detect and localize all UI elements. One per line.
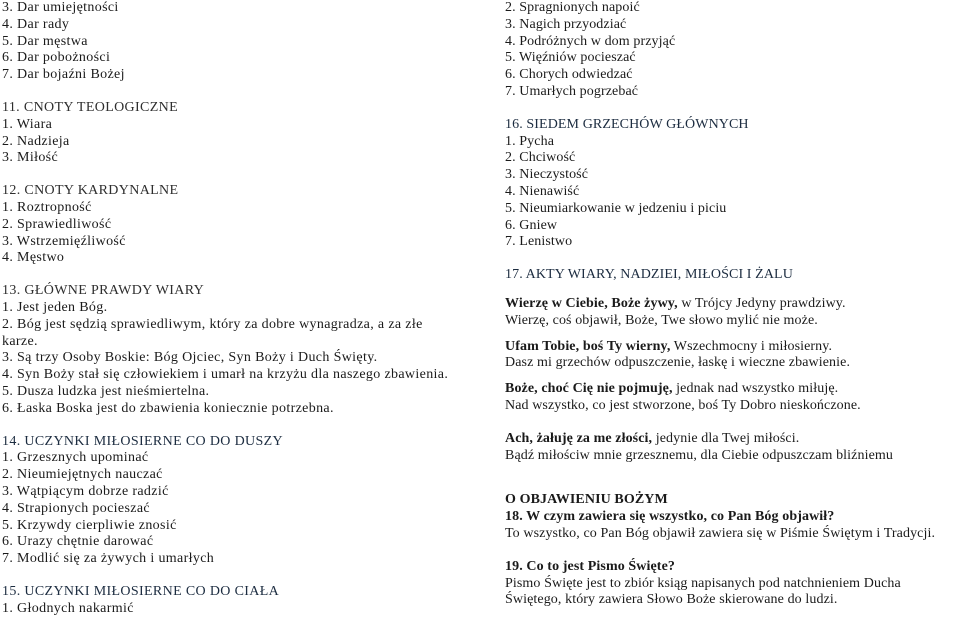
left-column [2, 0, 477, 618]
mercy-body-item: 2. Spragnionych napoić [505, 0, 640, 15]
section-14-title: 14. UCZYNKI MIŁOSIERNE CO DO DUSZY [2, 433, 284, 449]
gift-item: 6. Dar pobożności [2, 50, 111, 66]
sin-item: 1. Pycha [505, 133, 555, 149]
mercy-item: 7. Modlić się za żywych i umarłych [2, 551, 215, 567]
truth-item: karze. [2, 333, 38, 349]
mercy-item: 3. Wątpiącym dobrze radzić [2, 483, 169, 499]
mercy-item: 4. Strapionych pocieszać [2, 500, 150, 516]
mercy-body-item: 1. Głodnych nakarmić [2, 600, 134, 616]
act-of-contrition-line2: Bądź miłościw mnie grzesznemu, dla Ciebie odpuszczam bliźniemu [505, 447, 893, 463]
mercy-body-item: 3. Nagich przyodziać [505, 16, 627, 32]
act-of-contrition: Ach, żałuję za me złości, jedynie dla Twej miłości. [505, 430, 800, 446]
virtue-item: 3. Wstrzemięźliwość [2, 233, 126, 249]
sin-item: 2. Chciwość [505, 150, 576, 166]
virtue-item: 1. Wiara [2, 116, 53, 132]
virtue-item: 1. Roztropność [2, 199, 92, 215]
sin-item: 7. Lenistwo [505, 234, 573, 250]
section-13-title: 13. GŁÓWNE PRAWDY WIARY [2, 283, 205, 299]
act-of-hope: Ufam Tobie, boś Ty wierny, Wszechmocny i miłosierny. [505, 338, 833, 354]
truth-item: 6. Łaska Boska jest do zbawienia koniecznie potrzebna. [2, 400, 334, 416]
mercy-body-item: 7. Umarłych pogrzebać [505, 83, 639, 99]
mercy-item: 5. Krzywdy cierpliwie znosić [2, 517, 177, 533]
mercy-body-item: 6. Chorych odwiedzać [505, 67, 633, 83]
section-15-title: 15. UCZYNKI MIŁOSIERNE CO DO CIAŁA [2, 583, 280, 599]
truth-item: 2. Bóg jest sędzią sprawiedliwym, który za dobre wynagradza, a za złe [2, 316, 423, 332]
section-11-title: 11. CNOTY TEOLOGICZNE [2, 99, 178, 115]
section-17-title: 17. AKTY WIARY, NADZIEI, MIŁOŚCI I ŻALU [505, 267, 793, 283]
act-of-hope-line2: Dasz mi grzechów odpuszczenie, łaskę i wieczne zbawienie. [505, 355, 851, 371]
question-18: 18. W czym zawiera się wszystko, co Pan Bóg objawił? [505, 509, 835, 525]
act-of-love: Boże, choć Cię nie pojmuję, jednak nad wszystko miłuję. [505, 381, 839, 397]
virtue-item: 2. Nadzieja [2, 133, 70, 149]
truth-item: 3. Są trzy Osoby Boskie: Bóg Ojciec, Syn Boży i Duch Święty. [2, 350, 378, 366]
truth-item: 4. Syn Boży stał się człowiekiem i umarł na krzyżu dla naszego zbawienia. [2, 367, 449, 383]
mercy-item: 1. Grzesznych upominać [2, 450, 149, 466]
right-column [505, 0, 960, 609]
answer-19-line2: Świętego, który zawiera Słowo Boże skierowane do ludzi. [505, 592, 838, 608]
sin-item: 4. Nienawiść [505, 183, 580, 199]
answer-18: To wszystko, co Pan Bóg objawił zawiera się w Piśmie Świętym i Tradycji. [505, 525, 936, 541]
gift-item: 7. Dar bojaźni Bożej [2, 67, 125, 83]
virtue-item: 3. Miłość [2, 150, 59, 166]
act-of-faith-line2: Wierzę, coś objawił, Boże, Twe słowo mylić nie może. [505, 312, 818, 328]
mercy-body-item: 4. Podróżnych w dom przyjąć [505, 33, 676, 49]
section-16-title: 16. SIEDEM GRZECHÓW GŁÓWNYCH [505, 116, 749, 132]
sin-item: 6. Gniew [505, 217, 558, 233]
act-of-love-line2: Nad wszystko, co jest stworzone, boś Ty Dobro nieskończone. [505, 397, 861, 413]
answer-19-line1: Pismo Święte jest to zbiór ksiąg napisanych pod natchnieniem Ducha [505, 575, 901, 591]
mercy-item: 2. Nieumiejętnych nauczać [2, 467, 163, 483]
mercy-body-item: 5. Więźniów pocieszać [505, 50, 636, 66]
truth-item: 1. Jest jeden Bóg. [2, 299, 108, 315]
virtue-item: 2. Sprawiedliwość [2, 216, 112, 232]
mercy-item: 6. Urazy chętnie darować [2, 534, 154, 550]
question-19: 19. Co to jest Pismo Święte? [505, 558, 675, 574]
section-12-title: 12. CNOTY KARDYNALNE [2, 183, 179, 199]
act-of-faith: Wierzę w Ciebie, Boże żywy, w Trójcy Jedyny prawdziwy. [505, 295, 846, 311]
truth-item: 5. Dusza ludzka jest nieśmiertelna. [2, 383, 210, 399]
virtue-item: 4. Męstwo [2, 250, 65, 266]
gift-item: 5. Dar męstwa [2, 33, 88, 49]
revelation-title: O OBJAWIENIU BOŻYM [505, 492, 668, 508]
gift-item: 3. Dar umiejętności [2, 0, 119, 15]
sin-item: 5. Nieumiarkowanie w jedzeniu i piciu [505, 200, 727, 216]
gift-item: 4. Dar rady [2, 16, 70, 32]
sin-item: 3. Nieczystość [505, 167, 589, 183]
